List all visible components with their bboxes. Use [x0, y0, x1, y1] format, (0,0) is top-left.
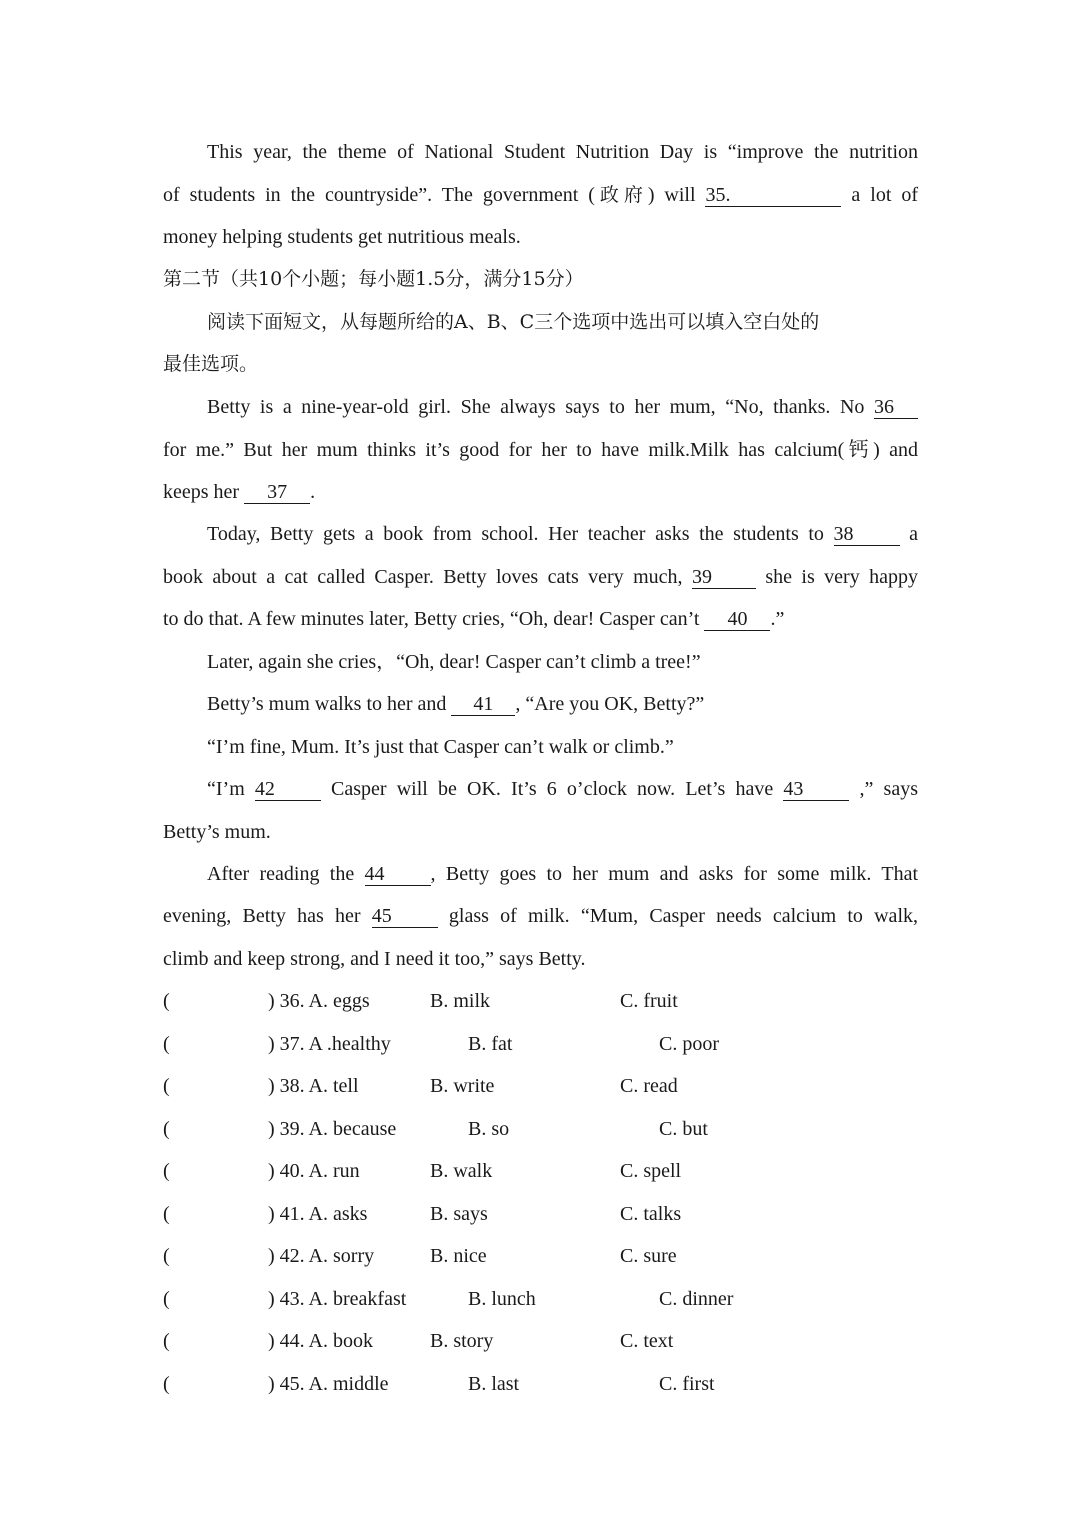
- option-b: B. so: [468, 1118, 510, 1140]
- answer-paren[interactable]: (: [163, 1033, 170, 1055]
- story-text: for me.” But her mum thinks it’s good for her to have milk.Milk has calcium(钙) and: [163, 439, 918, 461]
- question-42: [0, 1242, 1080, 1270]
- blank-35: 35.: [705, 184, 841, 207]
- question-36: [0, 987, 1080, 1015]
- story-line: [163, 478, 918, 506]
- question-43: [0, 1285, 1080, 1313]
- question-45: [0, 1370, 1080, 1398]
- story-line: [207, 520, 918, 548]
- option-b: B. nice: [430, 1245, 487, 1267]
- story-text: book about a cat called Casper. Betty loves cats very much,: [163, 566, 692, 588]
- blank-41: 41: [451, 693, 515, 716]
- answer-paren[interactable]: (: [163, 1160, 170, 1182]
- story-text: glass of milk. “Mum, Casper needs calcium to walk,: [437, 905, 918, 927]
- option-a: ) 37. A .healthy: [268, 1033, 391, 1055]
- option-c: C. but: [659, 1118, 708, 1140]
- blank-37: 37: [244, 481, 310, 504]
- option-b: B. walk: [430, 1160, 493, 1182]
- passage1-text: ) will: [647, 184, 706, 206]
- passage1-text: money helping students get nutritious meals.: [163, 226, 521, 248]
- story-line: [207, 860, 918, 888]
- story-text: Betty is a nine-year-old girl. She always says to her mum, “No, thanks. No: [207, 396, 874, 418]
- story-text: , “Are you OK, Betty?”: [515, 693, 705, 715]
- option-c: C. text: [620, 1330, 674, 1352]
- story-line: [207, 690, 918, 718]
- story-text: .: [310, 481, 316, 503]
- passage1-text-cn: 政府: [594, 184, 648, 206]
- answer-paren[interactable]: (: [163, 1288, 170, 1310]
- question-44: [0, 1327, 1080, 1355]
- option-a: ) 41. A. asks: [268, 1203, 368, 1225]
- passage1-line3: [163, 223, 918, 251]
- option-c: C. talks: [620, 1203, 682, 1225]
- question-41: [0, 1200, 1080, 1228]
- option-b: B. says: [430, 1203, 488, 1225]
- blank-42: 42: [255, 778, 321, 801]
- story-line: [163, 605, 918, 633]
- question-38: [0, 1072, 1080, 1100]
- story-text: Betty’s mum walks to her and: [207, 693, 452, 715]
- story-line: [163, 436, 918, 464]
- story-text: Today, Betty gets a book from school. Her teacher asks the students to: [207, 523, 834, 545]
- option-c: C. first: [659, 1373, 715, 1395]
- option-c: C. fruit: [620, 990, 678, 1012]
- question-39: [0, 1115, 1080, 1143]
- option-a: ) 45. A. middle: [268, 1373, 389, 1395]
- story-text: Casper will be OK. It’s 6 o’clock now. Let’s have: [320, 778, 784, 800]
- option-a: ) 43. A. breakfast: [268, 1288, 407, 1310]
- answer-paren[interactable]: (: [163, 1373, 170, 1395]
- question-40: [0, 1157, 1080, 1185]
- option-c: C. poor: [659, 1033, 719, 1055]
- story-line: “I’m fine, Mum. It’s just that Casper can’t walk or climb.”: [207, 736, 674, 758]
- story-text: .”: [770, 608, 785, 630]
- story-text: to do that. A few minutes later, Betty cries, “Oh, dear! Casper can’t: [163, 608, 705, 630]
- question-37: [0, 1030, 1080, 1058]
- story-line: [163, 563, 918, 591]
- option-a: ) 38. A. tell: [268, 1075, 359, 1097]
- answer-paren[interactable]: (: [163, 1245, 170, 1267]
- option-b: B. fat: [468, 1033, 513, 1055]
- option-c: C. dinner: [659, 1288, 734, 1310]
- option-b: B. milk: [430, 990, 491, 1012]
- passage1-line1: [207, 138, 918, 166]
- option-a: ) 44. A. book: [268, 1330, 373, 1352]
- story-line: [163, 902, 918, 930]
- blank-38: 38: [834, 523, 900, 546]
- story-text: a: [899, 523, 918, 545]
- option-a: ) 36. A. eggs: [268, 990, 370, 1012]
- story-line: Later, again she cries，“Oh, dear! Casper can’t climb a tree!”: [207, 651, 701, 673]
- option-c: C. read: [620, 1075, 678, 1097]
- story-line: [207, 393, 918, 421]
- option-b: B. lunch: [468, 1288, 536, 1310]
- answer-paren[interactable]: (: [163, 990, 170, 1012]
- story-line: Betty’s mum.: [163, 821, 271, 843]
- option-c: C. sure: [620, 1245, 677, 1267]
- answer-paren[interactable]: (: [163, 1118, 170, 1140]
- story-text: “I’m: [207, 778, 255, 800]
- story-line: [207, 775, 918, 803]
- answer-paren[interactable]: (: [163, 1075, 170, 1097]
- option-b: B. story: [430, 1330, 494, 1352]
- blank-40: 40: [704, 608, 770, 631]
- story-text: evening, Betty has her: [163, 905, 372, 927]
- story-line: climb and keep strong, and I need it too,” says Betty.: [163, 948, 586, 970]
- story-text: she is very happy: [755, 566, 918, 588]
- blank-43: 43: [783, 778, 849, 801]
- option-a: ) 40. A. run: [268, 1160, 360, 1182]
- blank-44: 44: [365, 863, 431, 886]
- blank-36: 36: [874, 396, 918, 419]
- blank-39: 39: [692, 566, 756, 589]
- story-text: , Betty goes to her mum and asks for some milk. That: [430, 863, 918, 885]
- passage1-text: a lot of: [841, 184, 918, 206]
- story-text: ,” says: [849, 778, 918, 800]
- story-text: keeps her: [163, 481, 245, 503]
- blank-45: 45: [372, 905, 438, 928]
- passage1-text: This year, the theme of National Student Nutrition Day is “improve the nutrition: [207, 141, 918, 163]
- section2-instruction-cont: 最佳选项。: [163, 353, 259, 375]
- section2-heading: 第二节（共10个小题；每小题1.5分，满分15分）: [163, 268, 584, 290]
- option-b: B. last: [468, 1373, 520, 1395]
- option-c: C. spell: [620, 1160, 682, 1182]
- option-b: B. write: [430, 1075, 495, 1097]
- option-a: ) 42. A. sorry: [268, 1245, 375, 1267]
- answer-paren[interactable]: (: [163, 1330, 170, 1352]
- passage1-text: of students in the countryside”. The government (: [163, 184, 595, 206]
- option-a: ) 39. A. because: [268, 1118, 397, 1140]
- passage1-line2: [163, 181, 918, 209]
- section2-instruction: 阅读下面短文，从每题所给的A、B、C三个选项中选出可以填入空白处的: [207, 311, 820, 333]
- story-text: After reading the: [207, 863, 365, 885]
- answer-paren[interactable]: (: [163, 1203, 170, 1225]
